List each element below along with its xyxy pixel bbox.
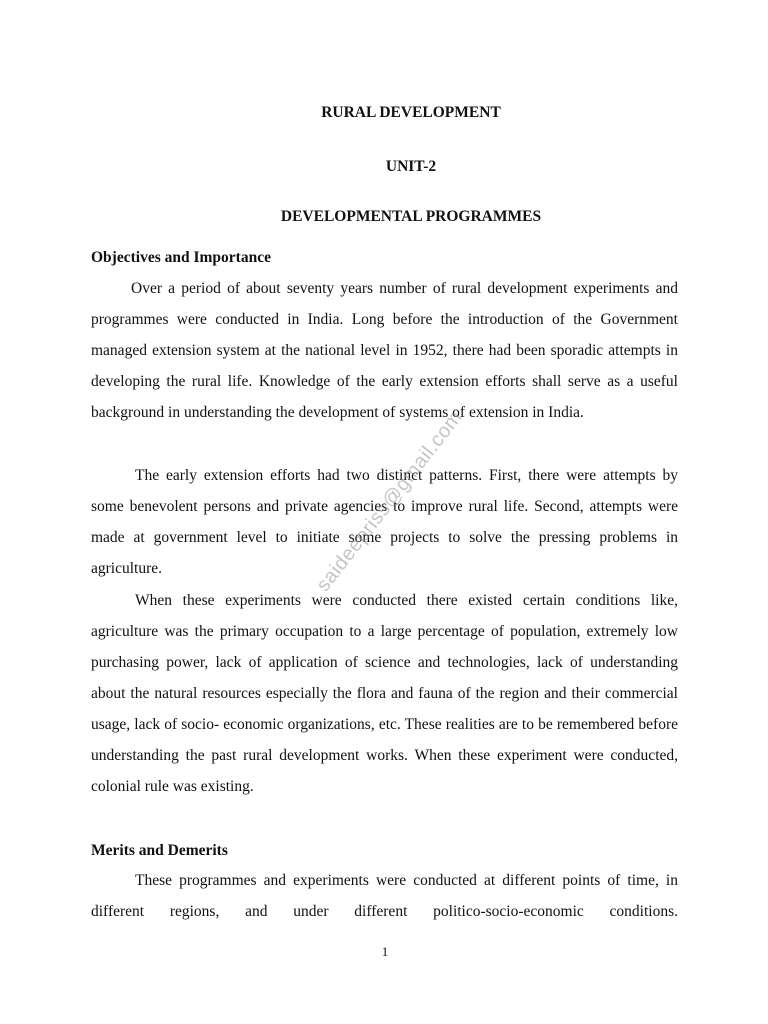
section-heading-merits: Merits and Demerits xyxy=(91,842,228,859)
paragraph-merits-1: These programmes and experiments were conducted at different points of time, in different regions, and under different politico-socio-economic conditions. xyxy=(91,872,678,920)
paragraph-objectives-2: The early extension efforts had two distinct patterns. First, there were attempts by some benevolent persons and private agencies to improve rural life. Second, attempts were made at government level to initiate some projects to solve the pressing problems in agriculture. xyxy=(91,467,678,577)
document-title: RURAL DEVELOPMENT xyxy=(321,104,501,121)
paragraph-objectives-1: Over a period of about seventy years number of rural development experiments and programmes were conducted in India. Long before the introduction of the Government managed extension system at the national level in 1952, there had been sporadic attempts in developing the rural life. Knowledge of the early extension efforts shall serve as a useful background in understanding the development of systems of extension in India. xyxy=(91,280,678,421)
email-watermark: saideepriss@gmail.com xyxy=(312,406,467,596)
unit-heading: UNIT-2 xyxy=(385,158,437,175)
section-heading-objectives: Objectives and Importance xyxy=(91,249,271,266)
page-number: 1 xyxy=(381,944,389,959)
paragraph-objectives-3: When these experiments were conducted there existed certain conditions like, agriculture was the primary occupation to a large percentage of population, extremely low purchasing power, lack of application of science and technologies, lack of understanding about the natural resources especially the flora and fauna of the region and their commercial usage, lack of socio- economic organizations, etc. These realities are to be remembered before understanding the past rural development works. When these experiment were conducted, colonial rule was existing. xyxy=(91,592,678,795)
chapter-heading: DEVELOPMENTAL PROGRAMMES xyxy=(280,208,542,225)
